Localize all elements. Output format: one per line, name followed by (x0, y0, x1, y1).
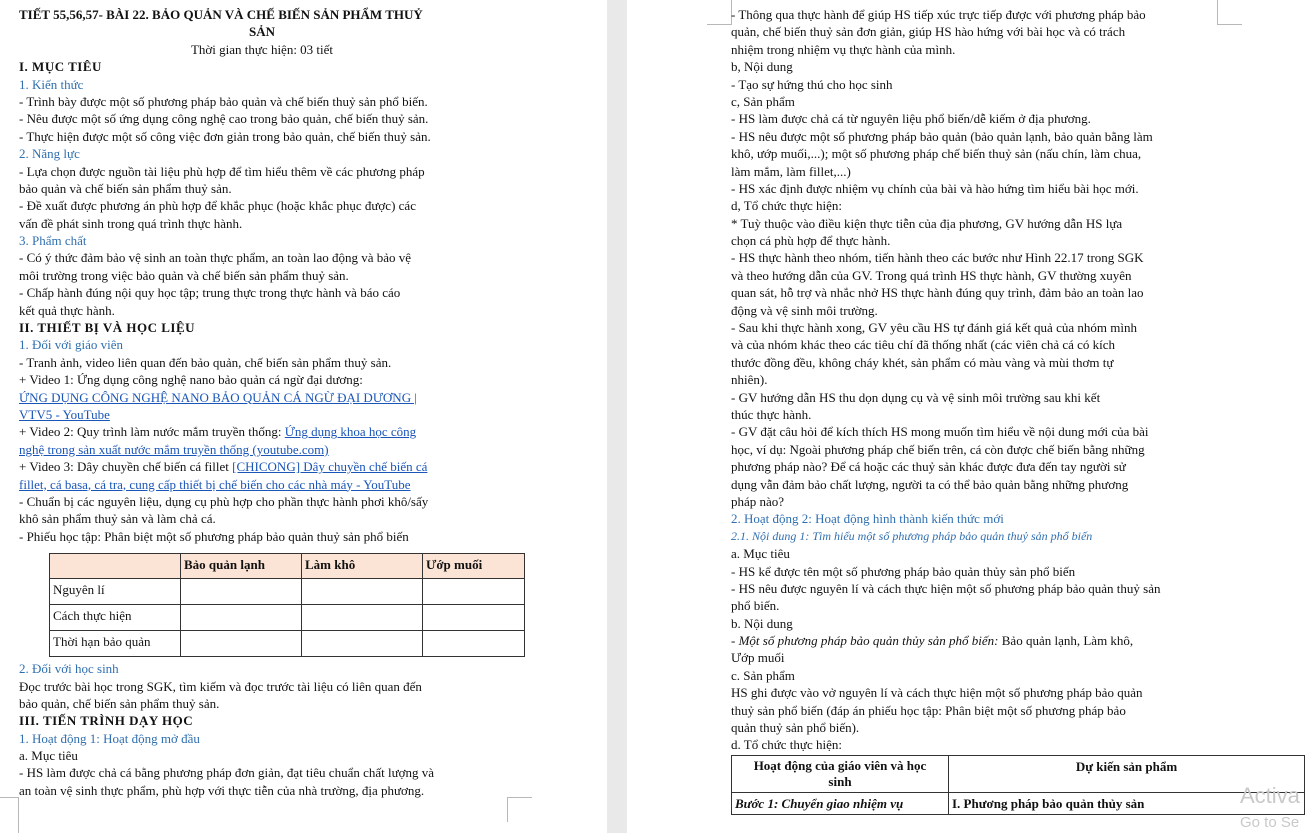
row-label: Thời hạn bảo quản (50, 631, 181, 657)
table-cell: I. Phương pháp bảo quản thủy sản (949, 792, 1305, 814)
paragraph-line: - GV đặt câu hỏi để kích thích HS mong muốn tìm hiểu về nội dung mới của bài (731, 424, 1149, 440)
paragraph-text: + Video 2: Quy trình làm nước mắm truyền thống: (19, 424, 285, 440)
activity-table (731, 755, 1305, 815)
right-column (731, 6, 1243, 815)
paragraph-line: - HS kể được tên một số phương pháp bảo quản thủy sản phổ biến (731, 563, 1076, 579)
section-heading: III. TIẾN TRÌNH DẠY HỌC (19, 713, 194, 729)
video3-link-cont[interactable]: fillet, cá basa, cá tra, cung cấp thiết bị chế biến cho các nhà máy - YouTube (19, 476, 411, 492)
paragraph-line: khô, ướp muối,...); một số phương pháp chế biến thuỷ sản (nấu chín, làm chua, (731, 146, 1142, 162)
duration: Thời gian thực hiện: 03 tiết (190, 41, 334, 57)
paragraph-line: c, Sản phẩm (731, 93, 795, 109)
paragraph-line: - Tranh ảnh, video liên quan đến bảo quản, chế biến sản phẩm thuỷ sản. (19, 354, 392, 370)
subheading: 2. Đối với học sinh (19, 661, 119, 677)
document-page-left (0, 0, 607, 833)
paragraph-line: b, Nội dung (731, 59, 793, 75)
crop-mark (0, 797, 19, 833)
paragraph-line: môi trường trong việc bảo quản và chế biến sản phẩm thuỷ sản. (19, 267, 349, 283)
paragraph-line: quan sát, hỗ trợ và nhắc nhở HS thực hành đúng quy trình, đảm bảo an toàn lao (731, 285, 1144, 301)
paragraph-line: phổ biến. (731, 598, 780, 614)
subheading-italic: 2.1. Nội dung 1: Tìm hiểu một số phương pháp bảo quản thuỷ sản phổ biến (731, 528, 1093, 543)
table-header-cell: Dự kiến sản phẩm (949, 755, 1305, 792)
paragraph-line: và của nhóm khác theo các tiêu chí đã thống nhất (các viên chả cá có kích (731, 337, 1116, 353)
left-column (19, 6, 505, 799)
section-heading: II. THIẾT BỊ VÀ HỌC LIỆU (19, 320, 196, 336)
paragraph-line: - Đề xuất được phương án phù hợp để khắc phục (hoặc khắc phục được) các (19, 198, 416, 214)
paragraph-text: Bảo quản lạnh, Làm khô, (998, 633, 1134, 649)
table-row (732, 792, 1305, 814)
paragraph-line: an toàn vệ sinh thực phẩm, phù hợp với thực tiễn của nhà trường, địa phương. (19, 782, 425, 798)
paragraph-line: - HS làm được chả cá bằng phương pháp đơn giản, đạt tiêu chuẩn chất lượng và (19, 765, 435, 781)
subheading: 1. Hoạt động 1: Hoạt động mở đầu (19, 730, 200, 746)
document-page-right (627, 0, 1307, 833)
paragraph-line: Ướp muối (731, 650, 785, 666)
table-header-cell (50, 554, 181, 579)
crop-mark (707, 0, 732, 25)
paragraph-line: - Thực hiện được một số công việc đơn giản trong bảo quản, chế biến thuỷ sản. (19, 128, 431, 144)
paragraph-line: thước đồng đều, không cháy khét, sản phẩm có màu vàng và mùi thơm tự (731, 354, 1114, 370)
paragraph-line: thuỷ sản phổ biến (đáp án phiếu học tập: Phân biệt một số phương pháp bảo (731, 702, 1126, 718)
table-row (50, 579, 525, 605)
paragraph-line: - Lựa chọn được nguồn tài liệu phù hợp để tìm hiểu thêm về các phương pháp (19, 163, 425, 179)
paragraph-line: thúc thực hành. (731, 406, 812, 422)
paragraph-line: - Trình bày được một số phương pháp bảo quản và chế biến thuỷ sản phổ biến. (19, 93, 428, 109)
paragraph-line: động và vệ sinh môi trường. (731, 302, 878, 318)
video2-link[interactable]: Ứng dụng khoa học công (284, 424, 417, 440)
paragraph-line: bảo quản và chế biến sản phẩm thuỷ sản. (19, 180, 232, 196)
paragraph-line: + Video 1: Ứng dụng công nghệ nano bảo quản cá ngừ đại dương: (19, 372, 363, 388)
header-text: Hoạt động của giáo viên và học (753, 757, 927, 773)
paragraph-line: kết quả thực hành. (19, 302, 115, 318)
video1-link-cont[interactable]: VTV5 - YouTube (19, 406, 110, 422)
paragraph-line: - Nêu được một số ứng dụng công nghệ cao trong bảo quản, chế biến thuỷ sản. (19, 111, 429, 127)
paragraph-line: pháp nào? (731, 493, 785, 509)
paragraph-line: d, Tổ chức thực hiện: (731, 198, 842, 214)
activation-watermark-sub: Go to Se (1240, 814, 1300, 831)
paragraph-line: chọn cá phù hợp để thực hành. (731, 233, 891, 249)
header-text: sinh (828, 773, 852, 789)
video2-link-cont[interactable]: nghệ trong sản xuất nước mắm truyền thống (youtube.com) (19, 441, 329, 457)
subheading: 2. Năng lực (19, 146, 80, 162)
table-header-cell (732, 755, 949, 792)
paragraph-line: c. Sản phẩm (731, 667, 795, 683)
paragraph-line: học, ví dụ: Ngoài phương pháp chế biến trên, cá còn được chế biến bằng những (731, 441, 1145, 457)
paragraph-text-italic: - Một số phương pháp bảo quản thủy sản phổ biến: (731, 633, 999, 649)
paragraph-line: - HS thực hành theo nhóm, tiến hành theo các bước như Hình 22.17 trong SGK (731, 250, 1144, 266)
paragraph-line: Đọc trước bài học trong SGK, tìm kiếm và đọc trước tài liệu có liên quan đến (19, 678, 422, 694)
paragraph-line: - Sau khi thực hành xong, GV yêu cầu HS tự đánh giá kết quả của nhóm mình (731, 320, 1137, 336)
paragraph-line: - Chấp hành đúng nội quy học tập; trung thực trong thực hành và báo cáo (19, 285, 401, 301)
subheading: 1. Đối với giáo viên (19, 337, 123, 353)
paragraph-line: - HS làm được chả cá từ nguyên liệu phổ biến/dễ kiếm ở địa phương. (731, 111, 1091, 127)
paragraph-line: - Phiếu học tập: Phân biệt một số phương pháp bảo quản thuỷ sản phổ biến (19, 528, 409, 544)
paragraph-line: dụng vẫn đảm bảo chất lượng, người ta có thể bảo quản bằng những phương (731, 476, 1129, 492)
lesson-title: TIẾT 55,56,57- BÀI 22. BẢO QUẢN VÀ CHẾ BIẾN SẢN PHẨM THUỶ (19, 7, 423, 22)
crop-mark (507, 797, 532, 822)
paragraph-line: HS ghi được vào vở nguyên lí và cách thực hiện một số phương pháp bảo quản (731, 685, 1143, 701)
paragraph-line: - HS nêu được nguyên lí và cách thực hiện một số phương pháp bảo quản thuỷ sản (731, 580, 1161, 596)
paragraph-text: + Video 3: Dây chuyền chế biến cá fillet (19, 459, 233, 475)
paragraph-line: và theo hướng dẫn của GV. Trong quá trình HS thực hành, GV thường xuyên (731, 267, 1132, 283)
table-header-cell: Ướp muối (423, 554, 525, 579)
paragraph-line: quản, chế biến thuỷ sản đơn giản, giúp HS hào hứng với bài học và có trách (731, 24, 1126, 40)
paragraph-line: - GV hướng dẫn HS thu dọn dụng cụ và vệ sinh môi trường sau khi kết (731, 389, 1101, 405)
paragraph-line: - HS xác định được nhiệm vụ chính của bài và hào hứng tìm hiểu bài học mới. (731, 180, 1139, 196)
section-heading: I. MỤC TIÊU (19, 59, 102, 75)
subheading: 3. Phẩm chất (19, 233, 87, 249)
table-header-cell: Làm khô (302, 554, 423, 579)
paragraph-line: quản thuỷ sản phổ biến). (731, 720, 860, 736)
paragraph-line: nhiệm trong nhiệm vụ thực hành của mình. (731, 41, 956, 57)
paragraph-line: a. Mục tiêu (731, 546, 790, 562)
worksheet-table (49, 553, 525, 657)
row-label: Cách thực hiện (50, 605, 181, 631)
paragraph-line: nhiên). (731, 372, 768, 388)
subheading: 2. Hoạt động 2: Hoạt động hình thành kiến thức mới (731, 511, 1004, 527)
paragraph-line: vấn đề phát sinh trong quá trình thực hành. (19, 215, 243, 231)
paragraph-line: - Chuẩn bị các nguyên liệu, dụng cụ phù hợp cho phần thực hành phơi khô/sấy (19, 493, 429, 509)
paragraph-line: - Có ý thức đảm bảo vệ sinh an toàn thực phẩm, an toàn lao động và bảo vệ (19, 250, 412, 266)
paragraph-line: phương pháp nào? Để cá hoặc các thuỷ sản khác được đưa đến tay người sử (731, 459, 1126, 475)
table-header-cell: Bảo quản lạnh (181, 554, 302, 579)
paragraph-line: a. Mục tiêu (19, 748, 78, 764)
paragraph-line: d. Tổ chức thực hiện: (731, 737, 842, 753)
paragraph-line: làm mắm, làm fillet,...) (731, 163, 851, 179)
paragraph-line: bảo quản, chế biến sản phẩm thuỷ sản. (19, 695, 220, 711)
activation-watermark: Activa (1240, 783, 1300, 808)
table-cell: Bước 1: Chuyển giao nhiệm vụ (732, 792, 949, 814)
paragraph-line: - HS nêu được một số phương pháp bảo quản (bảo quản lạnh, bảo quản bằng làm (731, 128, 1153, 144)
lesson-title-cont: SẢN (248, 24, 275, 40)
table-row (50, 631, 525, 657)
paragraph-line: - Tạo sự hứng thú cho học sinh (731, 76, 893, 92)
video1-link[interactable]: ỨNG DỤNG CÔNG NGHỆ NANO BẢO QUẢN CÁ NGỪ ĐẠI DƯƠNG | (19, 389, 417, 405)
paragraph-line: b. Nội dung (731, 615, 793, 631)
paragraph-line: khô sản phẩm thuỷ sản và làm chả cá. (19, 511, 216, 527)
video3-link[interactable]: [CHICONG] Dây chuyền chế biến cá (232, 459, 428, 475)
paragraph-line: * Tuỳ thuộc vào điều kiện thực tiễn của địa phương, GV hướng dẫn HS lựa (731, 215, 1123, 231)
subheading: 1. Kiến thức (19, 76, 84, 92)
table-row (50, 605, 525, 631)
row-label: Nguyên lí (50, 579, 181, 605)
paragraph-line: - Thông qua thực hành để giúp HS tiếp xúc trực tiếp được với phương pháp bảo (731, 7, 1146, 22)
